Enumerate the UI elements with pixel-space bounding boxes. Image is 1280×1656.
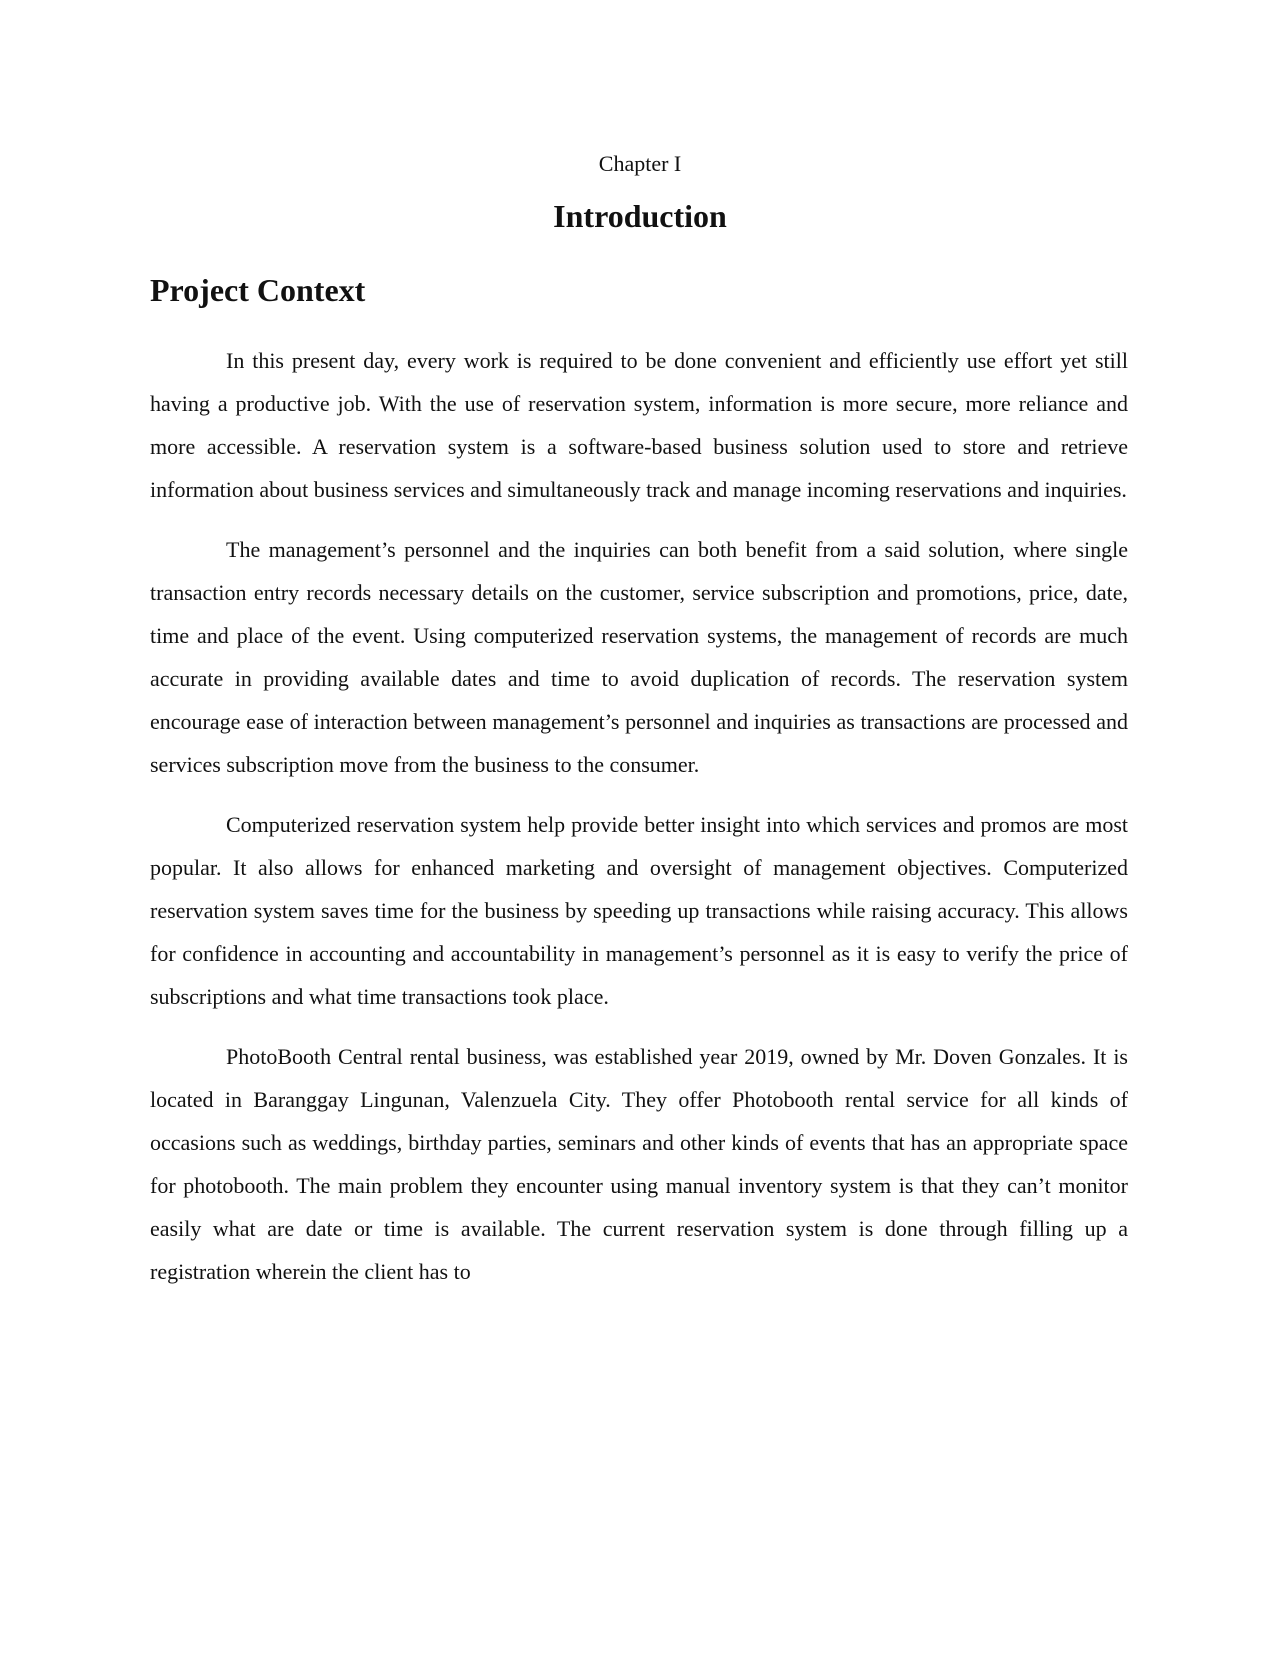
paragraph-1: In this present day, every work is required to be done convenient and efficiently use effort yet still having a productive job. With the use of reservation system, information is more secure, more reliance and more accessible. A reservation system is a software-based business solution used to store and retrieve information about business services and simultaneously track and manage incoming reservations and inquiries. (150, 348, 1128, 502)
chapter-title: Introduction (553, 198, 727, 234)
paragraph-4: PhotoBooth Central rental business, was established year 2019, owned by Mr. Doven Gonzales. It is located in Baranggay Lingunan, Valenzuela City. They offer Photobooth rental service for all kinds of occasions such as weddings, birthday parties, seminars and other kinds of events that has an appropriate space for photobooth. The main problem they encounter using manual inventory system is that they can’t monitor easily what are date or time is available. The current reservation system is done through filling up a registration wherein the client has to (150, 1044, 1128, 1284)
paragraph-3: Computerized reservation system help provide better insight into which services and promos are most popular. It also allows for enhanced marketing and oversight of management objectives. Computerized reservation system saves time for the business by speeding up transactions while raising accuracy. This allows for confidence in accounting and accountability in management’s personnel as it is easy to verify the price of subscriptions and what time transactions took place. (150, 812, 1128, 1009)
chapter-label: Chapter I (598, 151, 682, 176)
section-heading: Project Context (150, 272, 366, 308)
paragraph-2: The management’s personnel and the inquiries can both benefit from a said solution, where single transaction entry records necessary details on the customer, service subscription and promotions, price, date, time and place of the event. Using computerized reservation systems, the management of records are much accurate in providing available dates and time to avoid duplication of records. The reservation system encourage ease of interaction between management’s personnel and inquiries as transactions are processed and services subscription move from the business to the consumer. (150, 537, 1128, 777)
body-text (150, 339, 1128, 1310)
